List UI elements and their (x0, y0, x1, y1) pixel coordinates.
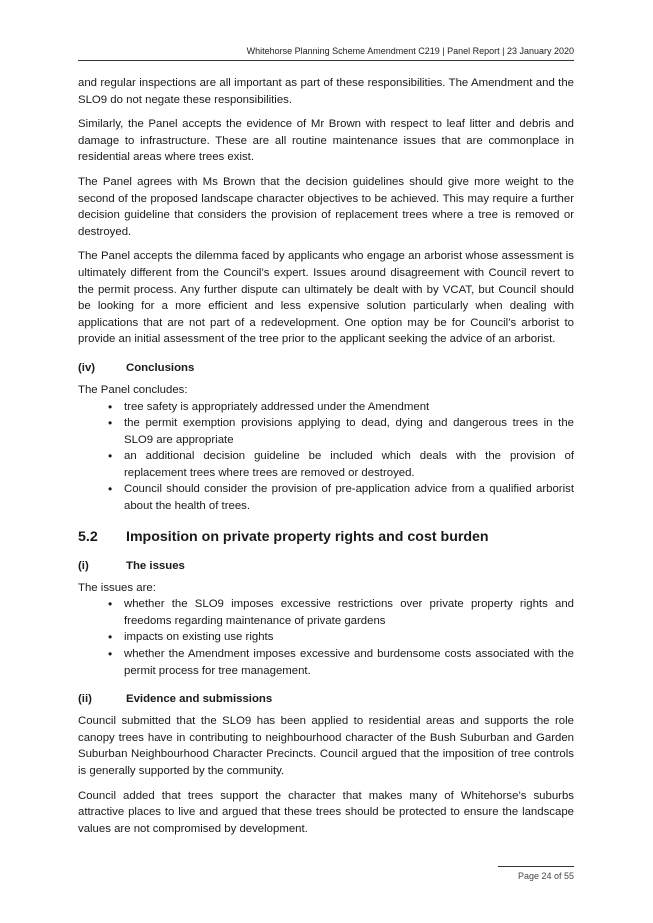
report-body (78, 75, 574, 845)
running-header: Whitehorse Planning Scheme Amendment C219 | Panel Report | 23 January 2020 (78, 46, 574, 61)
conclusions-list (78, 399, 574, 515)
heading-number: (i) (78, 559, 89, 572)
issues-heading (78, 558, 574, 574)
list-item: • the permit exemption provisions applying to dead, dying and dangerous trees in the SLO9 are appropriate (78, 415, 574, 448)
heading-number: (iv) (78, 361, 96, 374)
evidence-heading (78, 691, 574, 707)
paragraph: and regular inspections are all important as part of these responsibilities. The Amendment and the SLO9 do not negate these responsibilities. (78, 77, 574, 106)
heading-title: Evidence and submissions (126, 693, 273, 706)
conclusions-heading (78, 360, 574, 376)
list-lead: The issues are: (78, 581, 156, 594)
list-item: • tree safety is appropriately addressed under the Amendment (78, 399, 574, 416)
list-lead: The Panel concludes: (78, 383, 188, 396)
heading-number: (ii) (78, 693, 92, 706)
paragraph: Council submitted that the SLO9 has been applied to residential areas and supports the role canopy trees have in contributing to neighbourhood character of the Bush Suburban and Garden Suburban Neighbourhood Character Precincts. Council argued that the imposition of tree controls is generally supported by the community. (78, 715, 574, 777)
list-item: • an additional decision guideline be included which deals with the provision of replacement trees where trees are removed or destroyed. (78, 448, 574, 481)
list-item: • Council should consider the provision of pre-application advice from a qualified arborist about the health of trees. (78, 481, 574, 514)
heading-title: The issues (126, 559, 185, 572)
issues-list (78, 596, 574, 679)
list-item: • whether the SLO9 imposes excessive restrictions over private property rights and freedoms regarding maintenance of private gardens (78, 596, 574, 629)
paragraph: Similarly, the Panel accepts the evidence of Mr Brown with respect to leaf litter and debris and damage to infrastructure. These are all routine maintenance issues that are commonplace in residential areas where trees exist. (78, 118, 574, 164)
list-item: • impacts on existing use rights (78, 629, 574, 646)
section-number: 5.2 (78, 528, 98, 545)
section-title: Imposition on private property rights and cost burden (126, 528, 489, 545)
paragraph: The Panel agrees with Ms Brown that the decision guidelines should give more weight to the second of the proposed landscape character objectives to be achieved. This may require a further decision guideline that considers the provision of replacement trees where a tree is removed or destroyed. (78, 175, 574, 238)
page-number: Page 24 of 55 (498, 866, 574, 881)
section-heading (78, 528, 574, 546)
list-item: • whether the Amendment imposes excessive and burdensome costs associated with the permit process for tree management. (78, 646, 574, 679)
paragraph: The Panel accepts the dilemma faced by applicants who engage an arborist whose assessment is ultimately different from the Council’s expert. Issues around disagreement with Council revert to the permit process. Any further dispute can ultimately be dealt with by VCAT, but Council should be looking for a more efficient and less expensive solution particularly when dealing with applications that are not part of a redevelopment. One option may be for Council’s arborist to provide an initial assessment of the tree prior to the applicant seeking the advice of an arborist. (78, 250, 574, 346)
heading-title: Conclusions (126, 361, 195, 374)
paragraph: Council added that trees support the character that makes many of Whitehorse’s suburbs attractive places to live and argued that these trees should be protected to ensure the landscape values are not compromised by development. (78, 789, 574, 835)
